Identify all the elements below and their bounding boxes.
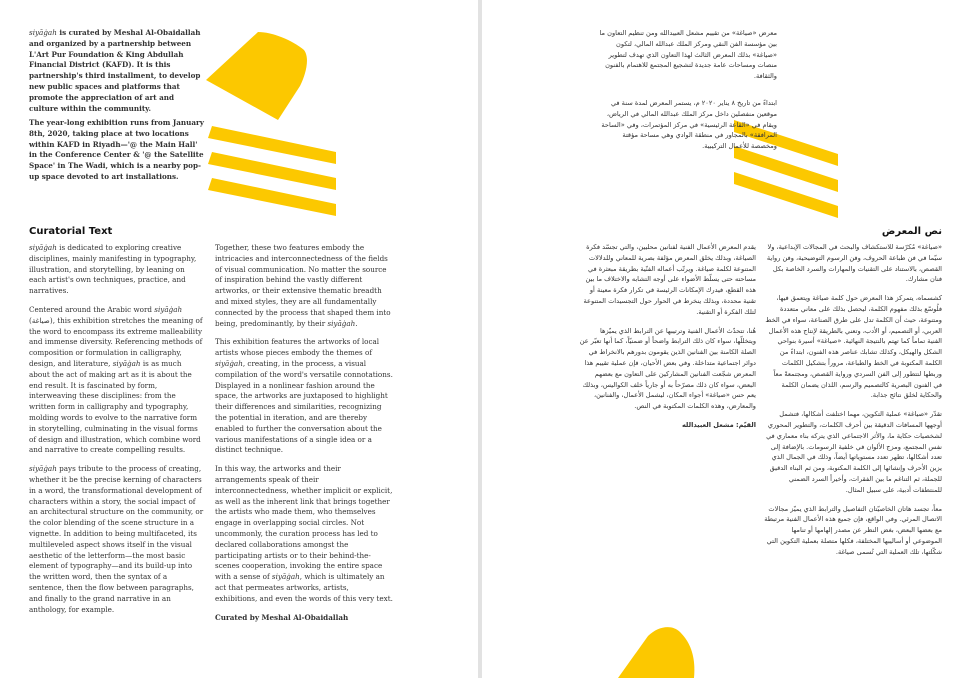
curatorial-column-2 [215,243,393,631]
paragraph: This exhibition features the artworks of local artists whose pieces embody the themes of siyāġah, creating, in the process, a visual compilation of the word's versatile connotations. Displayed in a nonlinear fashion around the space, the artworks are juxtaposed to highlight their differences and similarities, recognizing the potential in iteration, and are thereby enabled to further the conversation about the various manifestations of a single idea or a distinct technique. [215,337,393,455]
arabic-column-1 [764,242,942,566]
paragraph: تقدّر «صياغة» عملية التكوين، مهما اختلفت أشكالها، فتشمل أوجهها المسافات الدقيقة بين أحرف الكلمات، والتطوير المحوري لشخصيات حكاية ما، والأثر الاجتماعي الذي يتركه بناء معماري في نفس المجتمع، ومزج الألوان في خلفية الرسومات. بالإضافة إلى تعدد أشكالها، تظهر تعدد مستوياتها أيضاً، وذلك في الجمال الذي يزين الأحرف وإنشائها إلى الكلمة المكتوبة، ومن ثم البناء الدقيق للجملة، ثم التناغم ما بين الفقرات، وأخيراً السرد الضمني للمنتطفات أدبية، على سبيل المثال. [766,410,942,494]
yellow-shapes-decoration [196,28,336,218]
paragraph: Centered around the Arabic word siyāġah (صياغة), this exhibition stretches the meaning of the word to encompass its extreme malleability and immense diversity. Referencing methods of composition or formulation in calligraphy, design, and literature, siyāġah is as much about the act of making art as it is about the end result. It is fascinated by form, interweaving these disciplines: from the written form in calligraphy and typography, molding words to evolve to the narrative form in storytelling, culminating in the visual forms of design and illustration, which combine word and narrative to create compelling results. [29,304,203,455]
paragraph: siyāġah pays tribute to the process of creating, whether it be the precise kerning of characters in a word, the transformational development of characters within a story, the social impact of an architectural structure on the community, or the color blending of the scene structure in a vignette. In addition to being multifaceted, its multileveled aspect shows itself in the visual aesthetic of the letterform—the most basic element of typography—and its build-up into the written word, then the syntax of a sentence, then the flow between paragraphs, and finally to the grand narrative in an anthology, for example. [29,464,204,614]
paragraph: In this way, the artworks and their arrangements speak of their interconnectedness, whether implicit or explicit, as well as the inherent link that brings together the artists who made them, who themselves engage in overlapping social circles. Not uncommonly, the curation process has led to declared collaborations amongst the participating artists or to their behind-the-scenes cooperation, invoking the entire space with a sense of siyāġah, which is ultimately an act that permeates artworks, artists, exhibitions, and even the words of this very text. [215,464,393,603]
paragraph: «صياغة» مُكرّسة للاستكشاف والبحث في المجالات الإبداعية، ولا سيّما في فن طباعة الحروف، وفن الرسوم التوضيحية، وفن رواية القصص، بالاستناد على التقنيات والمهارات والسرد الخاصة بكل فنان مشارك. [766,243,942,284]
intro-paragraph: siyāġah is curated by Meshal Al-Obaidallah and organized by a partnership between L'Art Pur Foundation & King Abdullah Financial District (KAFD). It is this partnership's third installment, to develop new public spaces and platforms that promote the appreciation of art and culture within the community. [29,28,201,113]
right-page [482,0,960,678]
paragraph: كشسماه، يتمركز هذا المعرض حول كلمة صياغة ويتعمق فيها، فلُوسّع بذلك مفهوم الكلمة، ليحصل بذلك على معاني متعددة ومتنوعة، حيث أن الكلمة تدل على طرق الصناعة، سواء في الخط العربي، أو التصميم، أو الأدب، وتعني بالطريقة لإنتاج هذه الأعمال الفنية تماماً كما تهتم بالنتيجة النهائية. «صياغة» أسيرة بنواحي الشكل والهيكل، وكذلك تشابك عناصر هذه الفنون، ابتداءً من الكلمة المكتوبة في الخط والطباعة، مروراً بتشكيل الكلمات وربطها لتتطور إلى الفن السردي ورواية القصص، ومجتمعةً معاً في الفنون البصرية كالتصميم والرسم، اللذان يضمان الكلمة والحكاية لخلق نتائج جذابة. [765,294,942,400]
arabic-column-2 [578,242,756,439]
yellow-parallelogram-shape [206,32,307,120]
yellow-blob-decoration [614,624,704,678]
yellow-bottom-shape [618,627,694,678]
exhibition-dates-paragraph: The year-long exhibition runs from January 8th, 2020, taking place at two locations within KAFD in Riyadh—'@ the Main Hall' in the Conference Center & '@ the Satellite Space' in The Wadi, which is a nearby pop-up space devoted to art installations. [29,118,204,181]
arabic-intro-paragraph: معرض «صياغة» من تقييم مشعل العبيدالله ومن تنظيم التعاون ما بين مؤسسة الفن النقي ومركز الملك عبدالله المالي، لتكون «صياغة» بذلك المعرض الثالث لهذا التعاون الذي تهدف لتطوير منصات ومساحات عامة جديدة لتشجيع المجتمع للاهتمام بالفنون والثقافة. [599,29,777,81]
left-page [0,0,478,678]
arabic-curatorial-heading: نص المعرض [881,226,942,237]
paragraph: معاً، تجسد هاتان الخاصيّتان التفاصيل والترابط الذي يميّز مجالات الاتصال المرئي. وفي الواقع، فإن جميع هذه الأعمال الفنية مرتبطة مع بعضها البعض، بغض النظر عن مصدر إلهامها أو تنامها الموضوعي أو أساليبها المختلفة، فكلها متصلة بعملية التكوين التي شكّلتها، تلك العملية التي تُسمى صياغة. [764,504,942,556]
curatorial-text-heading: Curatorial Text [29,226,113,237]
curatorial-column-1 [29,243,204,623]
paragraph: Together, these two features embody the intricacies and interconnectedness of the fields of visual communication. No matter the source of inspiration behind the vastly different artworks, or their extensive thematic breadth and mixed styles, they are all fundamentally connected by the process that shaped them into being, predominantly, by their siyāġah. [215,243,391,328]
arabic-dates-paragraph: ابتداءً من تاريخ ٨ يناير ٢٠٢٠ م، يستمر المعرض لمدة سنة في موقعين منفصلين داخل مركز الملك عبدالله المالي في الرياض، ويقام في «القاعة الرئيسية» في مركز المؤتمرات، وفي «الساحة المرافقة» بالمجاور في منطقة الوادي وهي مساحة مؤقتة ومخصصة للأعمال التركيبية. [601,99,777,151]
paragraph: siyāġah is dedicated to exploring creative disciplines, mainly manifesting in typography, illustration, and storytelling, by leaning on each artist's own techniques, practice, and narratives. [29,243,197,296]
paragraph: يقدم المعرض الأعمال الفنية لفنانين محليين، والتي تجسّد فكرة الصياغة، وبذلك يخلق المعرض مؤلفة بصرية للمعاني وللدلالات المتنوعة لكلمة صياغة. ويرتّب أعماله الفنّية بطريقة مبعثرة في مساحته حتى يسلّط الأضواء على أوجه التشابه والاختلاف ما بين هذه القطع، فيدرك الإمكانات الرئيسة في تكرار فكرة معينة أو تقنية محددة، وبذلك ينخرط في الحوار حول التجسيدات المتنوعة لتلك الفكرة أو التقنية. [583,243,756,316]
arabic-curator-signature: القيّم: مشعل العبيدالله [681,420,756,429]
paragraph: هُنا، تتحدّث الأعمال الفنية وترتيبها عن الترابط الذي يميّزها ويتخللّها، سواء كان ذلك الترابط واضحاً أو ضمنيّاً، كما أنها تعبّر عن الصلة الكامنة بين الفنانين الذين يقومون بدورهم بالانخراط في دوائر اجتماعية متداخلة. وفي بعض الأحيان، فإن عملية تقييم هذا المعرض شجّعت الفنانين المشاركين على التعاون مع بعضهم البعض، سواء كان ذلك مصرّحاً به أو جارياً خلف الكواليس، وبذلك يعم حس «صياغة» أجواء المكان، ليشمل الأعمال، والفنانين، والمعارض، وهذه الكلمات المكتوبة في النص. [579,326,756,411]
curator-signature: Curated by Meshal Al-Obaidallah [215,612,349,622]
